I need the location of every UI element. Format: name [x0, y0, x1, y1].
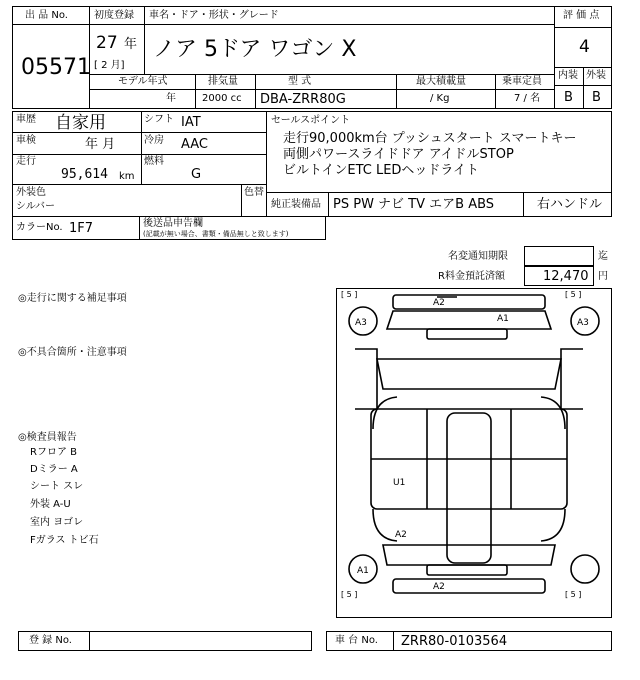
name-change-value-box [524, 246, 594, 266]
first-reg-label: 初度登録 [94, 10, 134, 21]
tire-label-rr: [ 5 ] [565, 590, 582, 599]
equipment-items: PS PW ナビ TV エアB ABS [333, 197, 495, 212]
inspector-line: Dミラー A [30, 464, 78, 475]
recycle-label: R料金預託済額 [438, 271, 505, 282]
recycle-value-box [524, 266, 594, 286]
damage-mark: A3 [355, 318, 367, 328]
color-box [12, 184, 267, 217]
mileage-value: 95,614 [61, 167, 108, 182]
exterior-label: 外装 [586, 70, 606, 81]
sales-points-label: セールスポイント [271, 115, 351, 126]
tire-label-fl: [ 5 ] [341, 290, 358, 299]
inspector-line: シート スレ [30, 481, 84, 492]
color-no-box [12, 216, 140, 240]
score-value: 4 [579, 37, 590, 57]
name-change-label: 名変通知期限 [448, 251, 508, 262]
damage-mark: A2 [395, 530, 407, 540]
aftermarket-box [139, 216, 326, 240]
sales-point-line: 両側パワースライドドア アイドルSTOP [283, 147, 514, 162]
first-reg-month: [ 2 月] [94, 60, 125, 71]
car-diagram [336, 288, 612, 618]
inspector-label: ◎検査員報告 [18, 432, 77, 443]
interior-grade: B [564, 90, 573, 105]
type-value: DBA-ZRR80G [260, 92, 346, 107]
displacement-label: 排気量 [208, 76, 238, 87]
mileage-label: 走行 [16, 156, 36, 167]
model-label: 車名・ドア・形状・グレード [149, 10, 279, 21]
exterior-grade: B [592, 90, 601, 105]
capacity-value: 7 / 名 [514, 93, 541, 104]
damage-mark: A2 [433, 582, 445, 592]
mileage-unit: km [119, 171, 135, 182]
aftermarket-label: 後送品申告欄 [143, 218, 203, 229]
tire-label-rl: [ 5 ] [341, 590, 358, 599]
inspector-line: Rフロア B [30, 447, 77, 458]
model-year-label: モデル年式 [118, 76, 168, 87]
score-label: 評 価 点 [563, 10, 600, 21]
lot-no-box [12, 6, 90, 109]
steering-value: 右ハンドル [537, 197, 603, 212]
max-load-label: 最大積載量 [416, 76, 466, 87]
inspection-label: 車検 [16, 135, 36, 146]
model-year-unit: 年 [166, 93, 176, 104]
damage-mark: A2 [433, 298, 445, 308]
fuel-value: G [191, 167, 202, 182]
inspector-line: Fガラス トビ石 [30, 535, 99, 546]
shift-value: IAT [181, 115, 201, 130]
defects-label: ◎不具合箇所・注意事項 [18, 347, 127, 358]
specs-box [89, 74, 555, 109]
aftermarket-note: (記載が無い場合、書類・備品無しと致します) [143, 230, 289, 238]
equipment-label: 純正装備品 [271, 199, 321, 210]
ac-value: AAC [181, 137, 208, 152]
displacement-value: 2000 cc [202, 93, 242, 104]
recycle-value: 12,470 [543, 269, 589, 284]
history-value: 自家用 [55, 113, 106, 133]
ac-label: 冷房 [144, 135, 164, 146]
lot-no: 05571 [21, 55, 91, 80]
model-box [144, 6, 555, 75]
shift-label: シフト [144, 114, 174, 125]
inspection-value: 年 月 [85, 137, 116, 152]
name-change-unit: 迄 [598, 251, 608, 262]
recycle-unit: 円 [598, 271, 608, 282]
damage-mark: A3 [577, 318, 589, 328]
damage-mark: A1 [357, 566, 369, 576]
equipment-box [266, 192, 612, 217]
score-box [554, 6, 612, 109]
inspector-line: 室内 ヨゴレ [30, 517, 84, 528]
damage-mark: U1 [393, 478, 406, 488]
lot-no-label: 出 品 No. [25, 10, 68, 21]
color-no-label: カラーNo. [16, 222, 63, 233]
color-value: シルバー [16, 201, 56, 212]
sales-point-line: ビルトインETC LEDヘッドライト [283, 163, 480, 178]
inspector-line: 外装 A-U [30, 499, 71, 510]
max-load-value: / Kg [430, 93, 450, 104]
color-label: 外装色 [16, 187, 46, 198]
capacity-label: 乗車定員 [502, 76, 542, 87]
damage-mark: A1 [497, 314, 509, 324]
model-name: ノア 5ドア ワゴン X [153, 37, 357, 62]
first-reg-box [89, 6, 145, 75]
history-label: 車歴 [16, 114, 36, 125]
color-change-label: 色替 [244, 187, 264, 198]
driving-notes-label: ◎走行に関する補足事項 [18, 293, 127, 304]
interior-label: 内装 [558, 70, 578, 81]
chassis-label: 車 台 No. [335, 635, 378, 646]
reg-no-box [18, 631, 312, 651]
type-label: 型 式 [288, 76, 312, 87]
fuel-label: 燃料 [144, 156, 164, 167]
car-diagram-svg [337, 289, 611, 617]
sales-point-line: 走行90,000km台 プッシュスタート スマートキー [283, 131, 577, 146]
sales-points-box [266, 111, 612, 193]
reg-no-label: 登 録 No. [29, 635, 72, 646]
chassis-no: ZRR80-0103564 [401, 634, 508, 649]
color-no-value: 1F7 [69, 221, 94, 236]
details-box [12, 111, 267, 185]
first-reg-year-unit: 年 [124, 37, 138, 52]
first-reg-year: 27 [96, 33, 118, 53]
tire-label-fr: [ 5 ] [565, 290, 582, 299]
chassis-box [326, 631, 612, 651]
